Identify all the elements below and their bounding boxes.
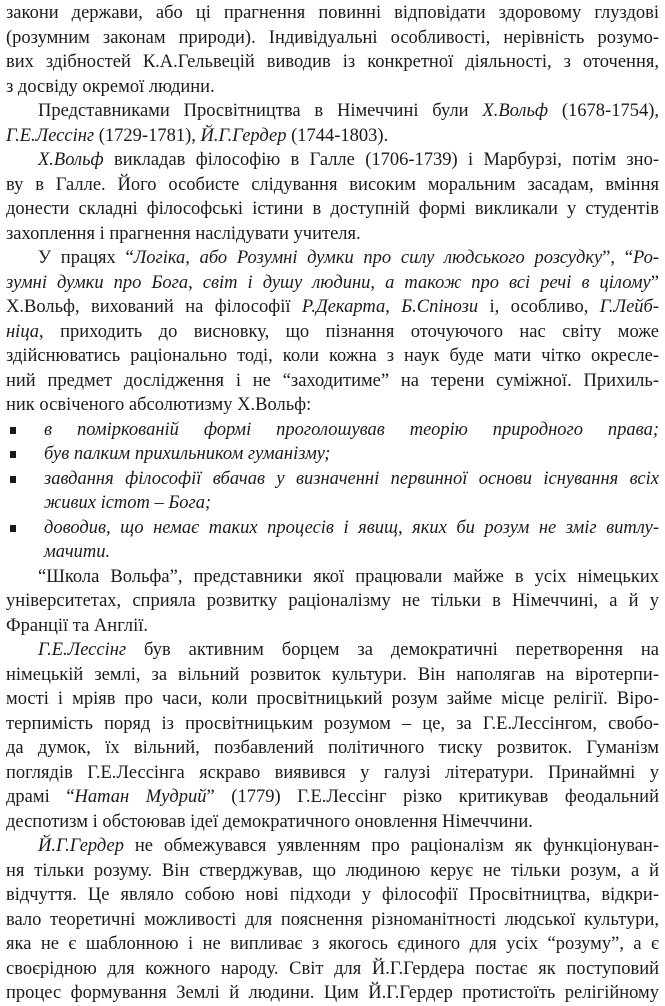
text-line — [0, 614, 665, 639]
text-line — [0, 246, 665, 271]
italic-text: Х.Вольф — [482, 101, 549, 121]
text-segment: ” (1779) Г.Е.Лессінг різко критикував феодальний — [206, 787, 659, 807]
italic-text: зумні думки про Бога, світ і душу людини, а також про всі речі в цілому — [6, 272, 651, 293]
text-segment: мості і мріяв про часи, коли просвітницький розум займе місце релігії. Віро- — [6, 689, 659, 709]
text-segment: відчуття. Це являло собою нові підходи у філософії Просвітництва, відкри- — [6, 885, 659, 905]
text-line — [0, 99, 665, 124]
text-segment: “Школа Вольфа”, представники якої працювали майже в усіх німецьких — [38, 566, 659, 587]
italic-text: був палким прихильником гуманізму; — [44, 444, 331, 464]
text-segment: процес формування Землі й людини. Цим Й.Г.Гердер протистоїть релігійному — [6, 983, 659, 1003]
bullet-list-item — [0, 442, 665, 467]
text-line — [0, 712, 665, 737]
text-line — [0, 981, 665, 1006]
text-line — [0, 271, 665, 296]
text-segment: своєрідною для кожного народу. Світ для Й.Г.Гердера постає як поступовий — [6, 958, 659, 979]
text-segment: німецькій землі, за вільний розвиток культури. Він наполягав на віротерпи- — [6, 664, 659, 685]
italic-text: Ро- — [632, 248, 659, 268]
text-segment: (1744-1803). — [286, 125, 389, 146]
italic-text: мачити. — [44, 542, 111, 562]
bullet-list-item — [0, 467, 665, 492]
text-segment: Представниками Просвітництва в Німеччині були — [38, 101, 483, 121]
text-line — [0, 883, 665, 908]
italic-text: Й.Г.Гердер — [200, 125, 287, 146]
text-segment: донести складні філософські істини в доступній формі викликали у студентів — [6, 199, 659, 219]
text-segment: і, особливо, — [478, 297, 600, 317]
text-segment: яка не є шаблонною і не випливає з якогось єдиного для усіх “розуму”, а є — [6, 934, 659, 954]
text-segment: закони держави, або ці прагнення повинні відповідати здоровому глуздові — [6, 3, 659, 23]
text-line — [0, 491, 665, 516]
text-line — [0, 785, 665, 810]
italic-text: в поміркованій формі проголошував теорію природного права; — [44, 419, 659, 440]
text-line — [0, 320, 665, 345]
text-segment: вало теоретичні можливості для пояснення різноманітності людської культури, — [6, 909, 659, 930]
italic-text: доводив, що немає таких процесів і явищ, яких би розум не зміг витлу- — [44, 517, 659, 538]
italic-text: ніца — [6, 321, 40, 342]
text-line — [0, 810, 665, 835]
text-line — [0, 50, 665, 75]
text-line — [0, 908, 665, 933]
text-segment: ву в Галле. Його особисте слідування високим моральним засадам, вміння — [6, 174, 659, 195]
square-bullet-icon — [10, 476, 16, 483]
text-segment: ний предмет дослідження і не “заходитиме” на терени суміжної. Прихиль- — [6, 370, 659, 391]
text-segment: У працях “ — [38, 248, 134, 268]
text-line — [0, 761, 665, 786]
text-segment: ” — [650, 272, 659, 293]
text-segment: не обмежувався уявленням про раціоналізм як функціонуван- — [123, 836, 659, 856]
text-line — [0, 369, 665, 394]
text-line — [0, 197, 665, 222]
text-line — [0, 932, 665, 957]
italic-text: Х.Вольф — [38, 150, 104, 170]
text-segment: да думок, їх вільний, позбавлений політичного тиску розвиток. Гуманізм — [6, 738, 659, 758]
text-line — [0, 957, 665, 982]
text-segment: університетах, сприяла розвитку раціоналізму не тільки в Німеччині, а й у — [6, 591, 659, 611]
text-line — [0, 589, 665, 614]
square-bullet-icon — [10, 427, 16, 434]
italic-text: Р.Декарта, Б.Спінози — [301, 297, 479, 317]
italic-text: Й.Г.Гердер — [38, 836, 124, 856]
text-line — [0, 565, 665, 590]
square-bullet-icon — [10, 451, 16, 458]
text-line — [0, 222, 665, 247]
italic-text: завдання філософії вбачав у визначенні первинної основи існування всіх — [44, 468, 659, 489]
italic-text: живих істот – Бога; — [44, 493, 212, 513]
text-line — [0, 295, 665, 320]
text-line — [0, 736, 665, 761]
text-segment: був активним борцем за демократичні перетворення на — [126, 640, 659, 660]
text-segment: Х.Вольф, вихований на філософії — [6, 297, 302, 317]
text-segment: (1729-1781), — [94, 125, 201, 146]
text-line — [0, 540, 665, 565]
text-segment: здійснюватись раціонально тоді, коли кожна з наук буде мати чітко окресле- — [6, 346, 659, 366]
text-segment: (розумним законам природи). Індивідуальні особливості, нерівність розумо- — [6, 27, 659, 48]
text-segment: деспотизм і обстоював ідеї демократичного оновлення Німеччини. — [6, 811, 533, 832]
text-segment: ня тільки розуму. Він стверджував, що людиною керує не тільки розум, а й — [6, 860, 659, 881]
text-segment: ник освіченого абсолютизму Х.Вольф: — [6, 395, 312, 415]
text-line — [0, 1, 665, 26]
italic-text: Г.Лейб- — [599, 297, 659, 317]
text-segment: викладав філософію в Галле (1706-1739) і Марбурзі, потім зно- — [103, 150, 659, 170]
text-segment: ”, “ — [602, 248, 633, 268]
text-segment: , приходить до висновку, що пізнання оточуючого нас світу може — [39, 321, 659, 342]
text-segment: терпимість поряд із просвітницьким розумом – це, за Г.Е.Лессінгом, свобо- — [6, 713, 659, 734]
text-line — [0, 124, 665, 149]
text-segment: (1678-1754), — [548, 101, 659, 121]
italic-text: Логіка, або Розумні думки про силу людського розсудку — [133, 248, 603, 268]
text-segment: Франції та Англії. — [6, 615, 148, 636]
text-line — [0, 393, 665, 418]
text-line — [0, 344, 665, 369]
text-line — [0, 75, 665, 100]
italic-text: Натан Мудрий — [74, 787, 207, 807]
text-line — [0, 173, 665, 198]
text-segment: з досвіду окремої людини. — [6, 76, 215, 97]
text-line — [0, 663, 665, 688]
bullet-list-item — [0, 418, 665, 443]
text-segment: поглядів Г.Е.Лессінга яскраво виявився у галузі літератури. Принаймні у — [6, 762, 659, 783]
italic-text: Г.Е.Лессінг — [38, 640, 127, 660]
italic-text: Г.Е.Лессінг — [6, 125, 95, 146]
text-segment: захоплення і прагнення наслідувати учителя. — [6, 223, 361, 244]
square-bullet-icon — [10, 525, 16, 532]
text-line — [0, 148, 665, 173]
text-line — [0, 687, 665, 712]
text-line — [0, 834, 665, 859]
text-line — [0, 638, 665, 663]
bullet-list-item — [0, 516, 665, 541]
text-segment: драмі “ — [6, 787, 75, 807]
text-line — [0, 26, 665, 51]
text-line — [0, 859, 665, 884]
text-segment: вих здібностей К.А.Гельвецій виводив із конкретної діяльності, з оточення, — [6, 52, 659, 72]
